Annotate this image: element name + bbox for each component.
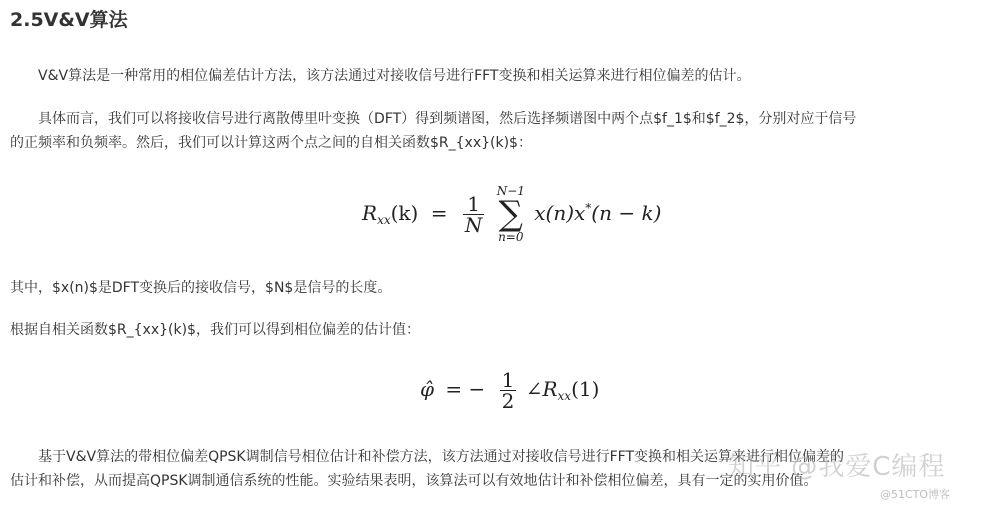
formula1-sum-lower: n=0	[498, 230, 524, 244]
paragraph-dft	[10, 107, 972, 155]
formula1-lhs: R	[362, 200, 378, 225]
formula2-rhs-sub: xx	[557, 389, 572, 403]
paragraph-definitions	[10, 276, 972, 300]
paragraph-dft-line-1: 具体而言，我们可以将接收信号进行离散傅里叶变换（DFT）得到频谱图，然后选择频谱图中两个点$f_1$和$f_2$，分别对应于信号	[38, 111, 857, 127]
autocorrelation-formula	[362, 184, 661, 244]
formula2-angle: ∠	[525, 377, 543, 401]
formula2-lhs: φ̂	[420, 377, 435, 401]
formula1-fraction	[463, 191, 485, 237]
formula2-fraction	[500, 370, 517, 411]
formula1-sum-upper: N−1	[496, 184, 525, 198]
formula1-frac-den: N	[464, 212, 483, 237]
paragraph-estimate-line: 根据自相关函数$R_{xx}(k)$，我们可以得到相位偏差的估计值：	[10, 322, 420, 338]
formula2-rhs: R	[542, 377, 558, 401]
paragraph-definitions-line: 其中，$x(n)$是DFT变换后的接收信号，$N$是信号的长度。	[10, 280, 392, 296]
formula2-frac-num: 1	[501, 368, 515, 392]
formula1-body: x(n)x	[534, 200, 586, 225]
phase-estimate-formula	[420, 370, 599, 411]
paragraph-intro	[10, 64, 972, 88]
paragraph-conclusion-line-2: 估计和补偿，从而提高QPSK调制通信系统的性能。实验结果表明，该算法可以有效地估计和补偿相位偏差，具有一定的实用价值。	[10, 473, 818, 489]
formula1-body-tail: (n − k)	[591, 200, 662, 225]
blog-watermark: @51CTO博客	[880, 488, 951, 501]
formula1-equals: =	[430, 200, 448, 225]
formula1-sigma: ∑	[498, 194, 523, 234]
zhihu-watermark: 知乎 @我爱C编程	[728, 452, 946, 482]
formula1-lhs-arg: (k)	[390, 200, 419, 225]
section-heading: 2.5V&V算法	[10, 9, 128, 31]
formula1-summation	[497, 184, 525, 244]
formula1-lhs-sub: xx	[377, 212, 391, 227]
formula1-frac-num: 1	[463, 194, 485, 215]
paragraph-dft-line-2: 的正频率和负频率。然后，我们可以计算这两个点之间的自相关函数$R_{xx}(k)$：	[10, 135, 532, 151]
formula2-rhs-arg: (1)	[571, 377, 600, 401]
formula2-frac-den: 2	[501, 389, 515, 413]
paragraph-conclusion-line-1: 基于V&V算法的带相位偏差QPSK调制信号相位估计和补偿方法，该方法通过对接收信号进行FFT变换和相关运算来进行相位偏差的	[38, 449, 845, 465]
paragraph-intro-line: V&V算法是一种常用的相位偏差估计方法，该方法通过对接收信号进行FFT变换和相关运算来进行相位偏差的估计。	[38, 68, 751, 84]
formula2-equals: = −	[445, 377, 486, 401]
formula1-body-sup: *	[585, 200, 592, 215]
paragraph-estimate	[10, 318, 972, 342]
